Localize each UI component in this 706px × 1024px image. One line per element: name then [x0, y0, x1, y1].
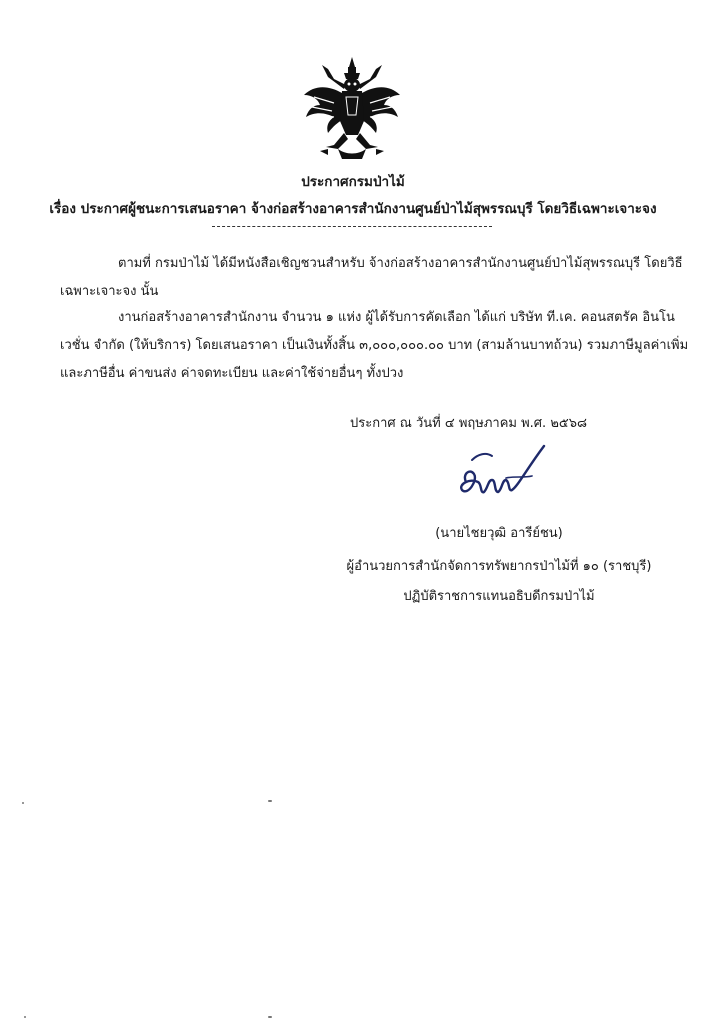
scan-speck [268, 800, 272, 802]
handwritten-signature [448, 440, 558, 510]
title-divider [212, 226, 492, 227]
signer-name: (นายไชยวุฒิ อารีย์ชน) [435, 526, 563, 541]
scan-speck [24, 1016, 26, 1018]
signer-position: ผู้อำนวยการสำนักจัดการทรัพยากรป่าไม้ที่ ๑๐ (ราชบุรี) [346, 559, 652, 574]
paragraph-2-line-1: งานก่อสร้างอาคารสำนักงาน จำนวน ๑ แห่ง ผู้ได้รับการคัดเลือก ได้แก่ บริษัท ที.เค. คอนสตรัค อินโน [118, 310, 675, 325]
signer-acting-capacity: ปฏิบัติราชการแทนอธิบดีกรมป่าไม้ [403, 589, 595, 604]
document-title: ประกาศกรมป่าไม้ [301, 174, 405, 190]
scan-speck [268, 1016, 272, 1018]
document-subject: เรื่อง ประกาศผู้ชนะการเสนอราคา จ้างก่อสร้างอาคารสำนักงานศูนย์ป่าไม้สุพรรณบุรี โดยวิธีเฉพาะเจาะจง [49, 201, 657, 217]
garuda-emblem [298, 55, 406, 163]
announcement-date: ประกาศ ณ วันที่ ๔ พฤษภาคม พ.ศ. ๒๕๖๘ [350, 416, 588, 431]
paragraph-1-line-1: ตามที่ กรมป่าไม้ ได้มีหนังสือเชิญชวนสำหรับ จ้างก่อสร้างอาคารสำนักงานศูนย์ป่าไม้สุพรรณบุรี โดยวิธี [118, 256, 683, 271]
scan-speck [22, 802, 24, 804]
paragraph-2-line-2: เวชั่น จำกัด (ให้บริการ) โดยเสนอราคา เป็นเงินทั้งสิ้น ๓,๐๐๐,๐๐๐.๐๐ บาท (สามล้านบาทถ้วน) รวมภาษีมูลค่าเพิ่ม [60, 338, 689, 353]
paragraph-1-line-2: เฉพาะเจาะจง นั้น [60, 284, 159, 299]
paragraph-2-line-3: และภาษีอื่น ค่าขนส่ง ค่าจดทะเบียน และค่าใช้จ่ายอื่นๆ ทั้งปวง [60, 366, 404, 381]
